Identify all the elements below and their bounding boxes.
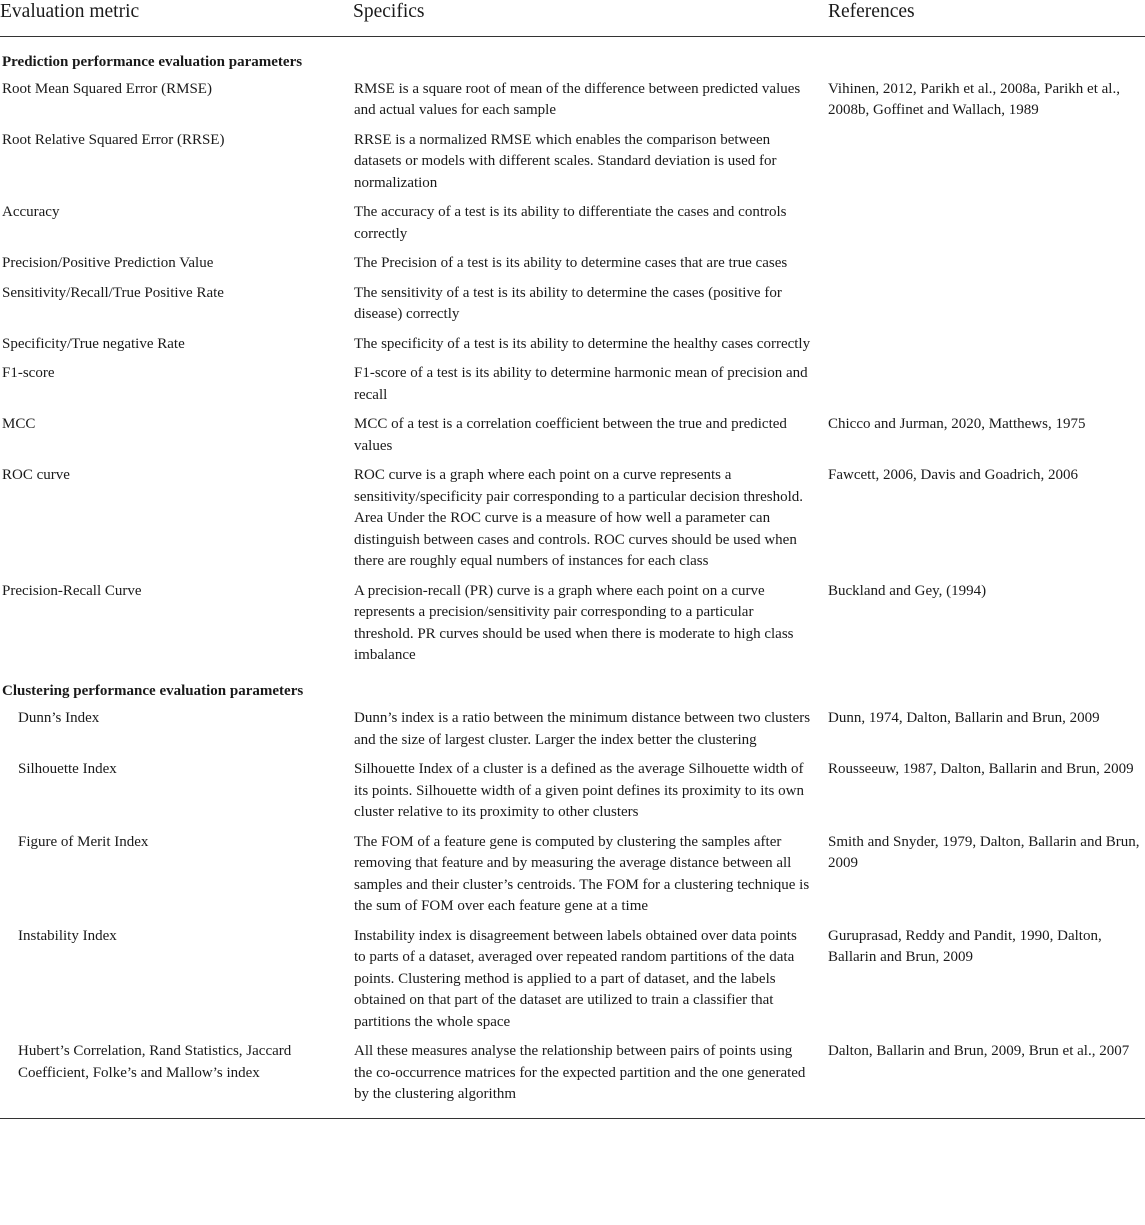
references-cell: Smith and Snyder, 1979, Dalton, Ballarin and Brun, 2009 [828, 833, 1140, 871]
metric-cell: Accuracy [2, 204, 60, 220]
references-cell: Dalton, Ballarin and Brun, 2009, Brun et al., 2007 [828, 1041, 1145, 1118]
metric-cell: Precision/Positive Prediction Value [2, 255, 214, 271]
table-row [0, 708, 1145, 759]
table-row [0, 130, 1145, 203]
table-row [0, 414, 1145, 465]
specifics-cell: RRSE is a normalized RMSE which enables the comparison between datasets or models with different scales. Standard deviation is used for normalization [354, 131, 777, 191]
references-cell [828, 130, 1145, 203]
header-references: References [828, 0, 1145, 37]
header-evaluation-metric: Evaluation metric [0, 0, 353, 37]
metric-cell: Dunn’s Index [18, 710, 100, 726]
table-row [0, 926, 1145, 1042]
references-cell [828, 202, 1145, 253]
specifics-cell: The sensitivity of a test is its ability to determine the cases (positive for disease) correctly [354, 284, 782, 322]
metric-cell: F1-score [2, 365, 55, 381]
table-row [0, 759, 1145, 832]
metric-cell: Precision-Recall Curve [2, 582, 142, 599]
specifics-cell: The specificity of a test is its ability to determine the healthy cases correctly [354, 335, 811, 352]
specifics-cell: F1-score of a test is its ability to determine harmonic mean of precision and recall [354, 365, 808, 403]
table-row [0, 832, 1145, 926]
references-cell [828, 334, 1145, 364]
references-cell [828, 283, 1145, 334]
references-cell [828, 363, 1145, 414]
table-row [0, 1041, 1145, 1118]
specifics-cell: Instability index is disagreement between labels obtained over data points to parts of a dataset, averaged over repeated random partitions of the data points. Clustering method is applied to a part of dataset, and the labels obtained on that part of the dataset are utilized to train a classifier that partitions the whole space [354, 927, 797, 1030]
table-row [0, 581, 1145, 675]
table-body [0, 37, 1145, 1119]
table-row [0, 334, 1145, 364]
specifics-cell: RMSE is a square root of mean of the difference between predicted values and actual values for each sample [354, 80, 801, 118]
metric-cell: ROC curve [2, 467, 70, 483]
metric-cell: MCC [2, 416, 36, 432]
section-row [0, 675, 1145, 709]
references-cell [828, 253, 1145, 283]
metric-cell: Root Mean Squared Error (RMSE) [2, 80, 212, 97]
metric-cell: Hubert’s Correlation, Rand Statistics, Jaccard Coefficient, Folke’s and Mallow’s index [0, 1041, 353, 1118]
table-row [0, 465, 1145, 581]
references-cell: Vihinen, 2012, Parikh et al., 2008a, Parikh et al., 2008b, Goffinet and Wallach, 1989 [828, 80, 1120, 118]
metric-cell: Root Relative Squared Error (RRSE) [2, 131, 225, 148]
references-cell: Chicco and Jurman, 2020, Matthews, 1975 [828, 416, 1086, 432]
table-row [0, 79, 1145, 130]
specifics-cell: The FOM of a feature gene is computed by clustering the samples after removing that feature and by measuring the average distance between all samples and their cluster’s centroids. The FOM for a clustering technique is the sum of FOM over each feature gene at a time [354, 833, 810, 914]
references-cell: Buckland and Gey, (1994) [828, 582, 987, 599]
references-cell: Guruprasad, Reddy and Pandit, 1990, Dalton, Ballarin and Brun, 2009 [828, 927, 1102, 965]
specifics-cell: All these measures analyse the relationship between pairs of points using the co-occurrence matrices for the expected partition and the one generated by the clustering algorithm [353, 1041, 828, 1118]
metric-cell: Instability Index [18, 927, 117, 944]
metric-cell: Sensitivity/Recall/True Positive Rate [2, 284, 224, 301]
section-title: Prediction performance evaluation parameters [2, 54, 303, 70]
table-row [0, 283, 1145, 334]
specifics-cell: ROC curve is a graph where each point on a curve represents a sensitivity/specificity pair corresponding to a particular decision threshold. Area Under the ROC curve is a measure of how well a parameter can distinguish between cases and controls. ROC curves should be used when there are roughly equal numbers of instances for each class [354, 467, 804, 569]
header-row [0, 0, 1145, 37]
section-row [0, 37, 1145, 79]
table-header [0, 0, 1145, 37]
specifics-cell: MCC of a test is a correlation coefficient between the true and predicted values [354, 416, 787, 454]
metric-cell: Silhouette Index [18, 761, 117, 777]
table-row [0, 202, 1145, 253]
references-cell: Rousseeuw, 1987, Dalton, Ballarin and Brun, 2009 [828, 761, 1134, 777]
specifics-cell: Silhouette Index of a cluster is a defined as the average Silhouette width of its points. Silhouette width of a given point defines its proximity to its own cluster relative to its proximity to other clusters [354, 761, 804, 820]
specifics-cell: The Precision of a test is its ability to determine cases that are true cases [354, 255, 788, 271]
table-row [0, 363, 1145, 414]
specifics-cell: Dunn’s index is a ratio between the minimum distance between two clusters and the size of largest cluster. Larger the index better the clustering [354, 710, 811, 748]
section-title: Clustering performance evaluation parameters [2, 682, 304, 699]
references-cell: Dunn, 1974, Dalton, Ballarin and Brun, 2009 [828, 710, 1100, 726]
references-cell: Fawcett, 2006, Davis and Goadrich, 2006 [828, 467, 1078, 483]
header-specifics: Specifics [353, 0, 828, 37]
specifics-cell: The accuracy of a test is its ability to differentiate the cases and controls correctly [354, 204, 787, 242]
metric-cell: Figure of Merit Index [18, 833, 149, 850]
metric-cell: Specificity/True negative Rate [2, 335, 185, 352]
table-row [0, 253, 1145, 283]
specifics-cell: A precision-recall (PR) curve is a graph where each point on a curve represents a precision/sensitivity pair corresponding to a particular threshold. PR curves should be used when there is moderate to high class imbalance [354, 582, 794, 663]
